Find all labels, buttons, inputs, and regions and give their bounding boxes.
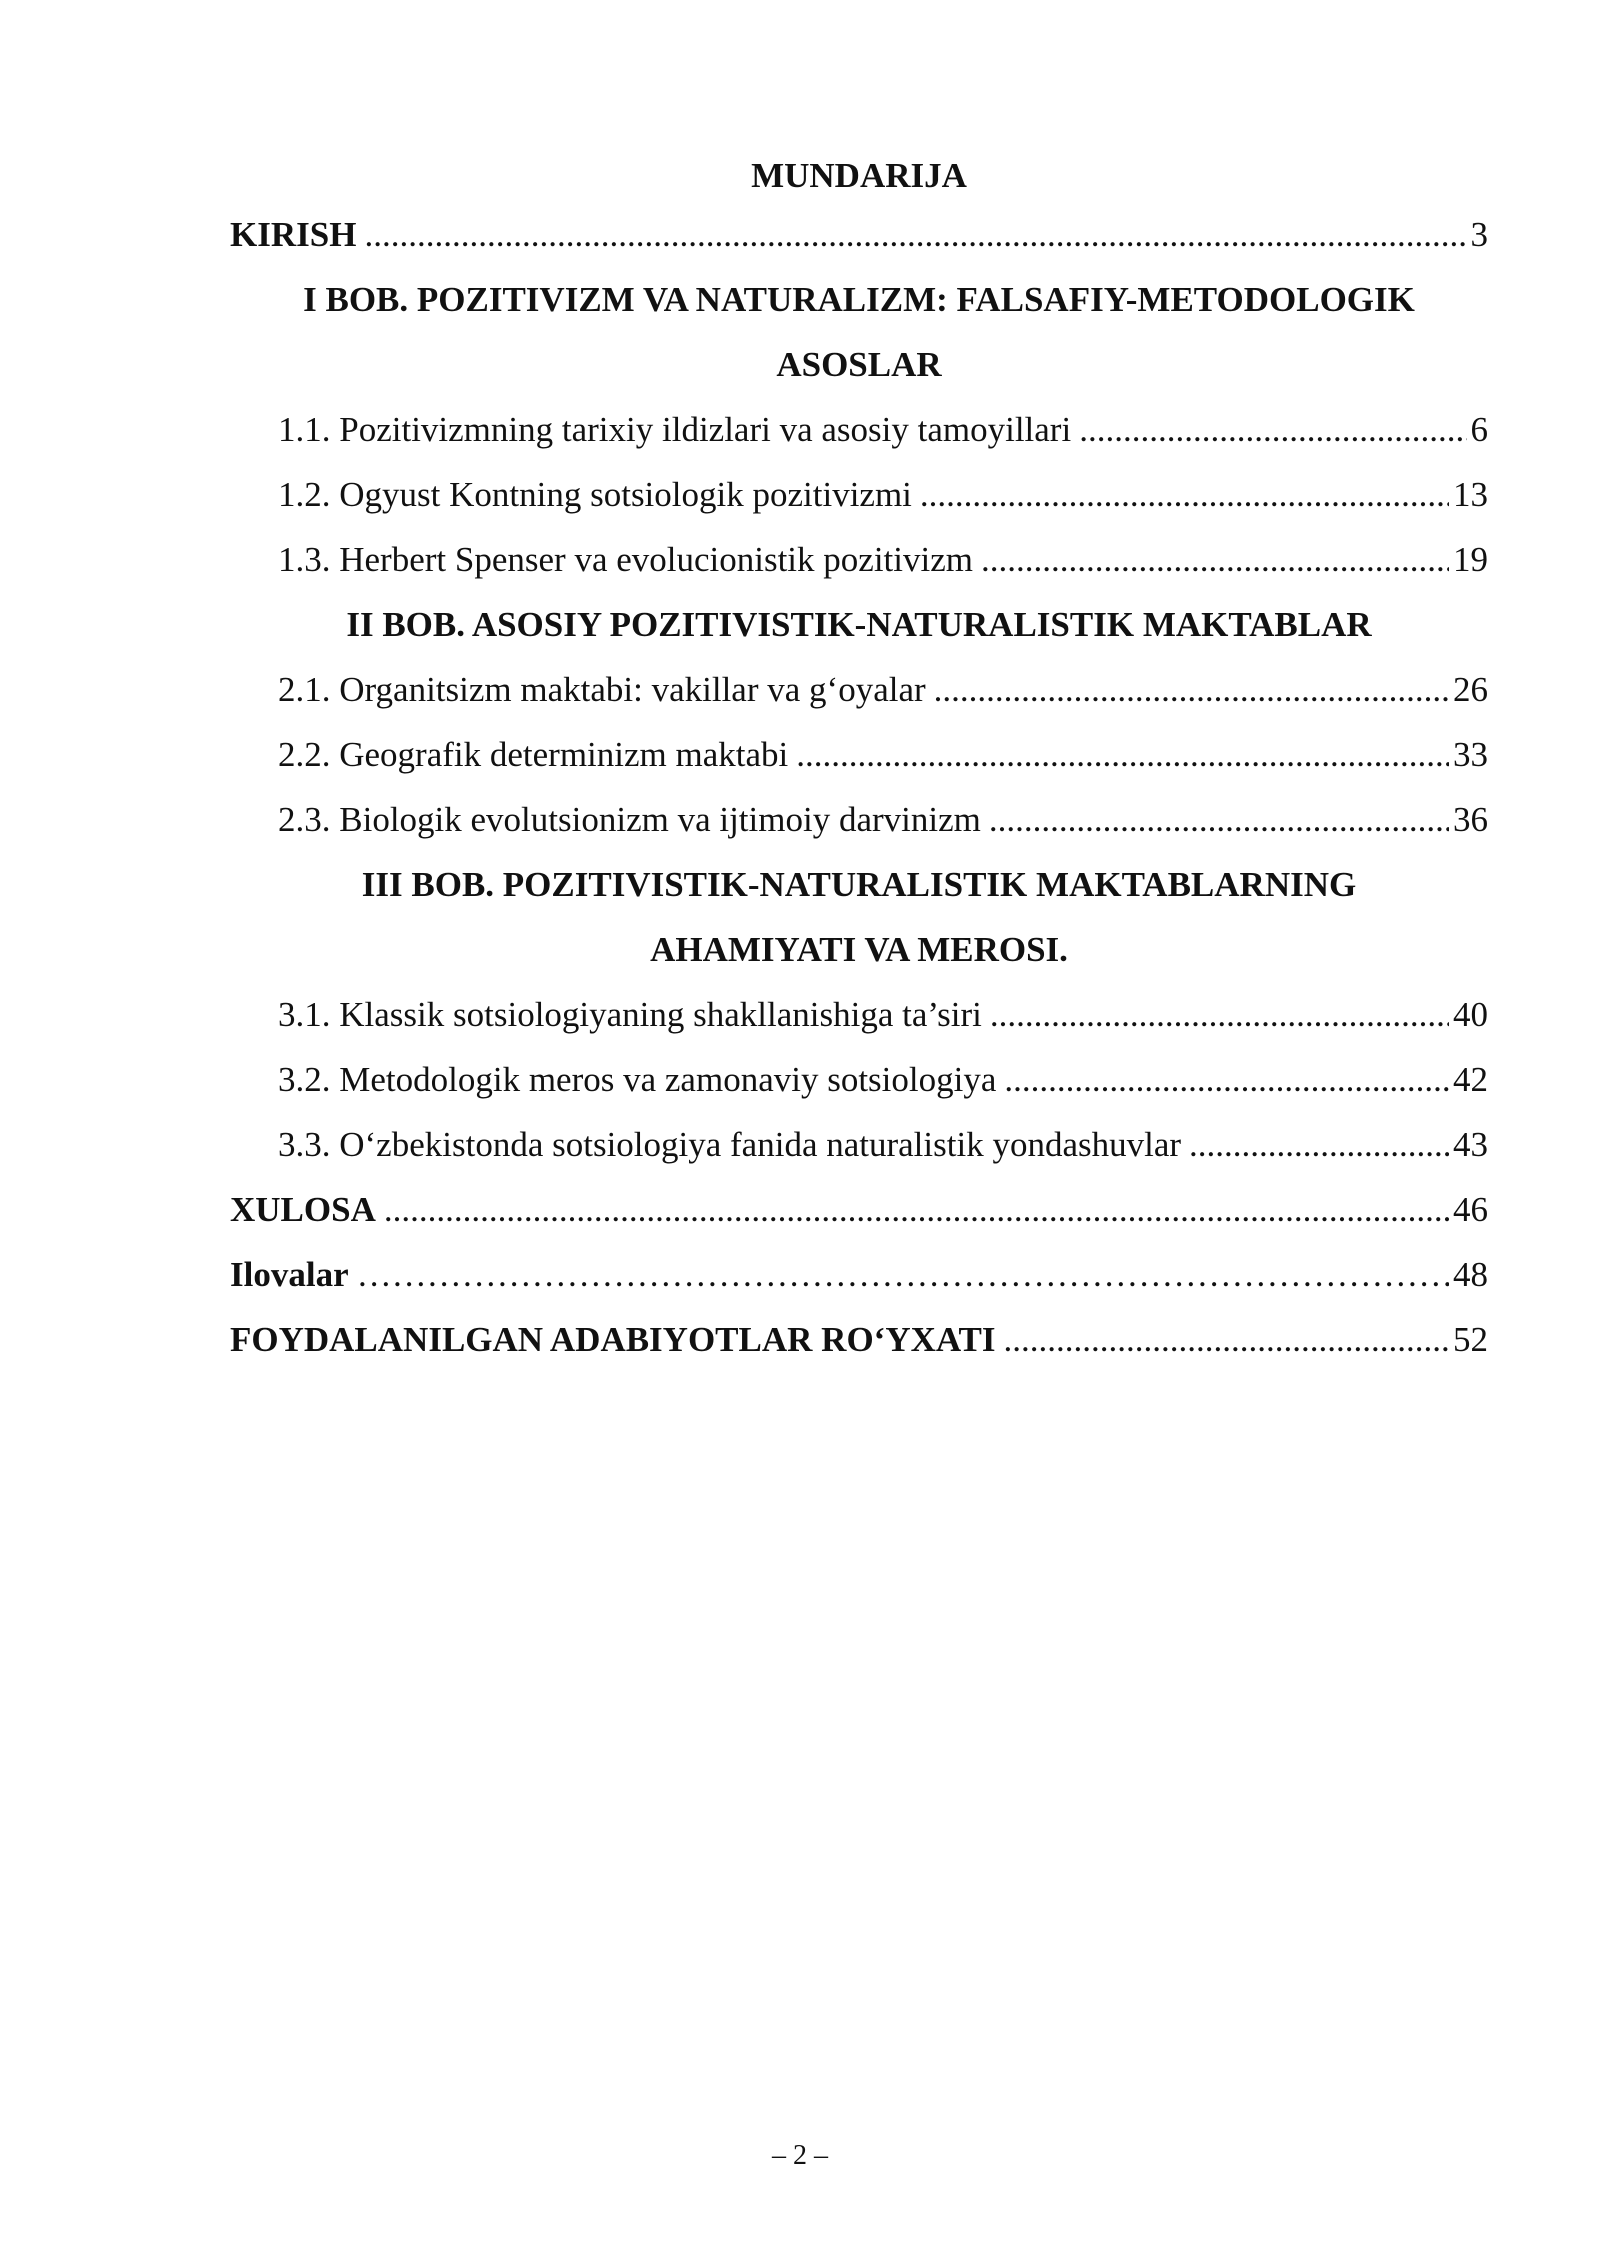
dot-leader <box>934 657 1449 722</box>
toc-entry-label: 1.1. Pozitivizmning tarixiy ildizlari va asosiy tamoyillari <box>278 410 1072 449</box>
toc-entry-label: KIRISH <box>230 215 357 254</box>
toc-page-number: 48 <box>1453 1255 1488 1294</box>
toc-page-number: 33 <box>1453 735 1488 774</box>
toc-title: MUNDARIJA <box>751 156 967 195</box>
toc-entry-3-2[interactable] <box>230 1047 1488 1112</box>
toc-entry-label: 2.1. Organitsizm maktabi: vakillar va g‘oyalar <box>278 670 926 709</box>
toc-entry-references[interactable] <box>230 1307 1488 1372</box>
dot-leader <box>796 722 1449 787</box>
toc-entry-label: FOYDALANILGAN ADABIYOTLAR RO‘YXATI <box>230 1320 996 1359</box>
toc-page-number: 13 <box>1453 475 1488 514</box>
toc-page-number: 40 <box>1453 995 1488 1034</box>
toc-entry-ilovalar[interactable] <box>230 1242 1488 1307</box>
chapter-heading-1[interactable]: I BOB. POZITIVIZM VA NATURALIZM: FALSAFIY-METODOLOGIK <box>303 280 1415 319</box>
toc-page-number: 19 <box>1453 540 1488 579</box>
toc-page-number: 52 <box>1453 1320 1488 1359</box>
toc-page-number: 36 <box>1453 800 1488 839</box>
toc-entry-1-3[interactable] <box>230 527 1488 592</box>
toc-entry-3-1[interactable] <box>230 982 1488 1047</box>
toc-entry-1-2[interactable] <box>230 462 1488 527</box>
toc-entry-label: 3.1. Klassik sotsiologiyaning shakllanishiga ta’siri <box>278 995 982 1034</box>
dot-leader <box>1004 1307 1449 1372</box>
dot-leader <box>981 527 1449 592</box>
dot-leader <box>1079 397 1466 462</box>
chapter-heading-3-cont[interactable]: AHAMIYATI VA MEROSI. <box>650 930 1068 969</box>
toc-page-number: 46 <box>1453 1190 1488 1229</box>
dot-leader <box>989 787 1449 852</box>
toc-entry-1-1[interactable] <box>230 397 1488 462</box>
page-number-footer: – 2 – <box>772 2140 828 2171</box>
toc-entry-kirish[interactable] <box>230 202 1488 267</box>
dot-leader <box>357 1242 1449 1307</box>
toc-entry-label: 2.3. Biologik evolutsionizm va ijtimoiy darvinizm <box>278 800 981 839</box>
dot-leader <box>990 982 1449 1047</box>
toc-page-number: 42 <box>1453 1060 1488 1099</box>
toc-page-number: 3 <box>1470 215 1488 254</box>
toc-entry-label: Ilovalar <box>230 1255 349 1294</box>
toc-page-number: 43 <box>1453 1125 1488 1164</box>
toc-page-number: 26 <box>1453 670 1488 709</box>
toc-entry-label: XULOSA <box>230 1190 376 1229</box>
dot-leader <box>920 462 1449 527</box>
toc-entry-3-3[interactable] <box>230 1112 1488 1177</box>
toc-entry-2-1[interactable] <box>230 657 1488 722</box>
toc-entry-2-3[interactable] <box>230 787 1488 852</box>
toc-entry-label: 3.2. Metodologik meros va zamonaviy sotsiologiya <box>278 1060 997 1099</box>
chapter-heading-3[interactable]: III BOB. POZITIVISTIK-NATURALISTIK MAKTABLARNING <box>361 865 1357 904</box>
toc-entry-label: 1.2. Ogyust Kontning sotsiologik pozitivizmi <box>278 475 912 514</box>
toc-entry-label: 1.3. Herbert Spenser va evolucionistik pozitivizm <box>278 540 973 579</box>
dot-leader <box>1004 1047 1449 1112</box>
toc-entry-label: 3.3. O‘zbekistonda sotsiologiya fanida naturalistik yondashuvlar <box>278 1125 1182 1164</box>
chapter-heading-1-cont[interactable]: ASOSLAR <box>776 345 942 384</box>
toc-page-number: 6 <box>1470 410 1488 449</box>
toc-entry-xulosa[interactable] <box>230 1177 1488 1242</box>
dot-leader <box>364 202 1466 267</box>
toc-entry-2-2[interactable] <box>230 722 1488 787</box>
table-of-contents <box>230 150 1488 1372</box>
chapter-heading-2[interactable]: II BOB. ASOSIY POZITIVISTIK-NATURALISTIK MAKTABLAR <box>346 605 1372 644</box>
dot-leader <box>1189 1112 1449 1177</box>
dot-leader <box>384 1177 1449 1242</box>
toc-entry-label: 2.2. Geografik determinizm maktabi <box>278 735 789 774</box>
